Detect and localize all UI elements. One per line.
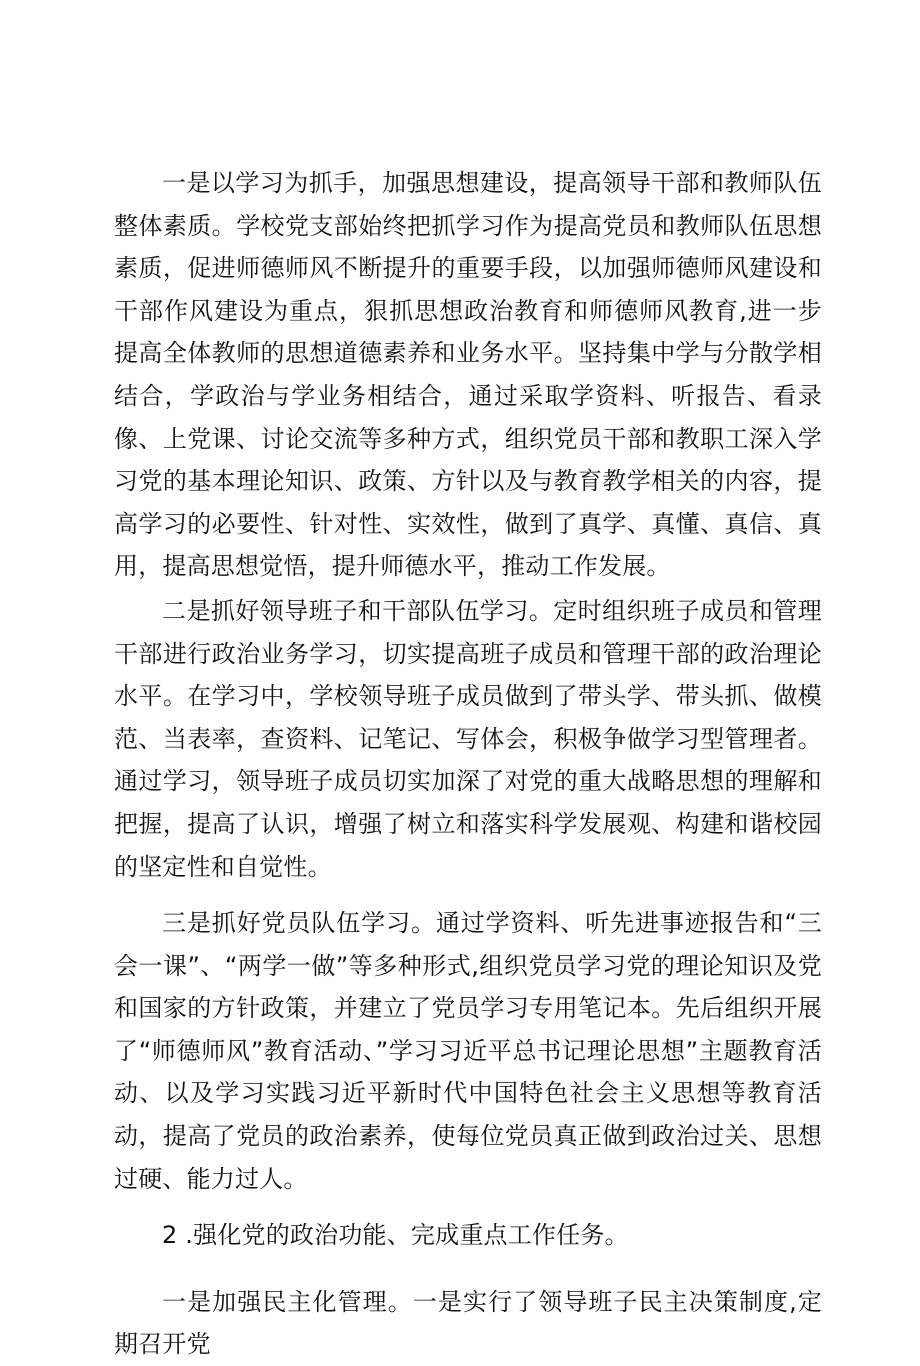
document-body: [114, 162, 822, 1366]
paragraph-member-study: 三是抓好党员队伍学习。通过学资料、听先进事迹报告和“三会一课”、“两学一做”等多种形式,组织党员学习党的理论知识及党和国家的方针政策，并建立了党员学习专用笔记本。先后组织开展了“师德师风”教育活动、”学习习近平总书记理论思想”主题教育活动、以及学习实践习近平新时代中国特色社会主义思想等教育活动，提高了党员的政治素养，使每位党员真正做到政治过关、思想过硬、能力过人。: [114, 909, 822, 1193]
paragraph-study-foundation: 一是以学习为抓手，加强思想建设，提高领导干部和教师队伍整体素质。学校党支部始终把抓学习作为提高党员和教师队伍思想素质，促进师德师风不断提升的重要手段，以加强师德师风建设和干部作风建设为重点，狠抓思想政治教育和师德师风教育,进一步提高全体教师的思想道德素养和业务水平。坚持集中学与分散学相结合，学政治与学业务相结合，通过采取学资料、听报告、看录像、上党课、讨论交流等多种方式，组织党员干部和教职工深入学习党的基本理论知识、政策、方针以及与教育教学相关的内容，提高学习的必要性、针对性、实效性，做到了真学、真懂、真信、真用，提高思想觉悟，提升师德水平，推动工作发展。: [114, 169, 822, 581]
paragraph-democratic-management: 一是加强民主化管理。一是实行了领导班子民主决策制度,定期召开党: [114, 1287, 822, 1359]
section-heading: 2 .强化党的政治功能、完成重点工作任务。: [162, 1221, 629, 1250]
paragraph-leadership-study: 二是抓好领导班子和干部队伍学习。定时组织班子成员和管理干部进行政治业务学习，切实提高班子成员和管理干部的政治理论水平。在学习中，学校领导班子成员做到了带头学、带头抓、做模范、当表率，查资料、记笔记、写体会，积极争做学习型管理者。通过学习，领导班子成员切实加深了对党的重大战略思想的理解和把握，提高了认识，增强了树立和落实科学发展观、构建和谐校园的坚定性和自觉性。: [114, 596, 822, 881]
